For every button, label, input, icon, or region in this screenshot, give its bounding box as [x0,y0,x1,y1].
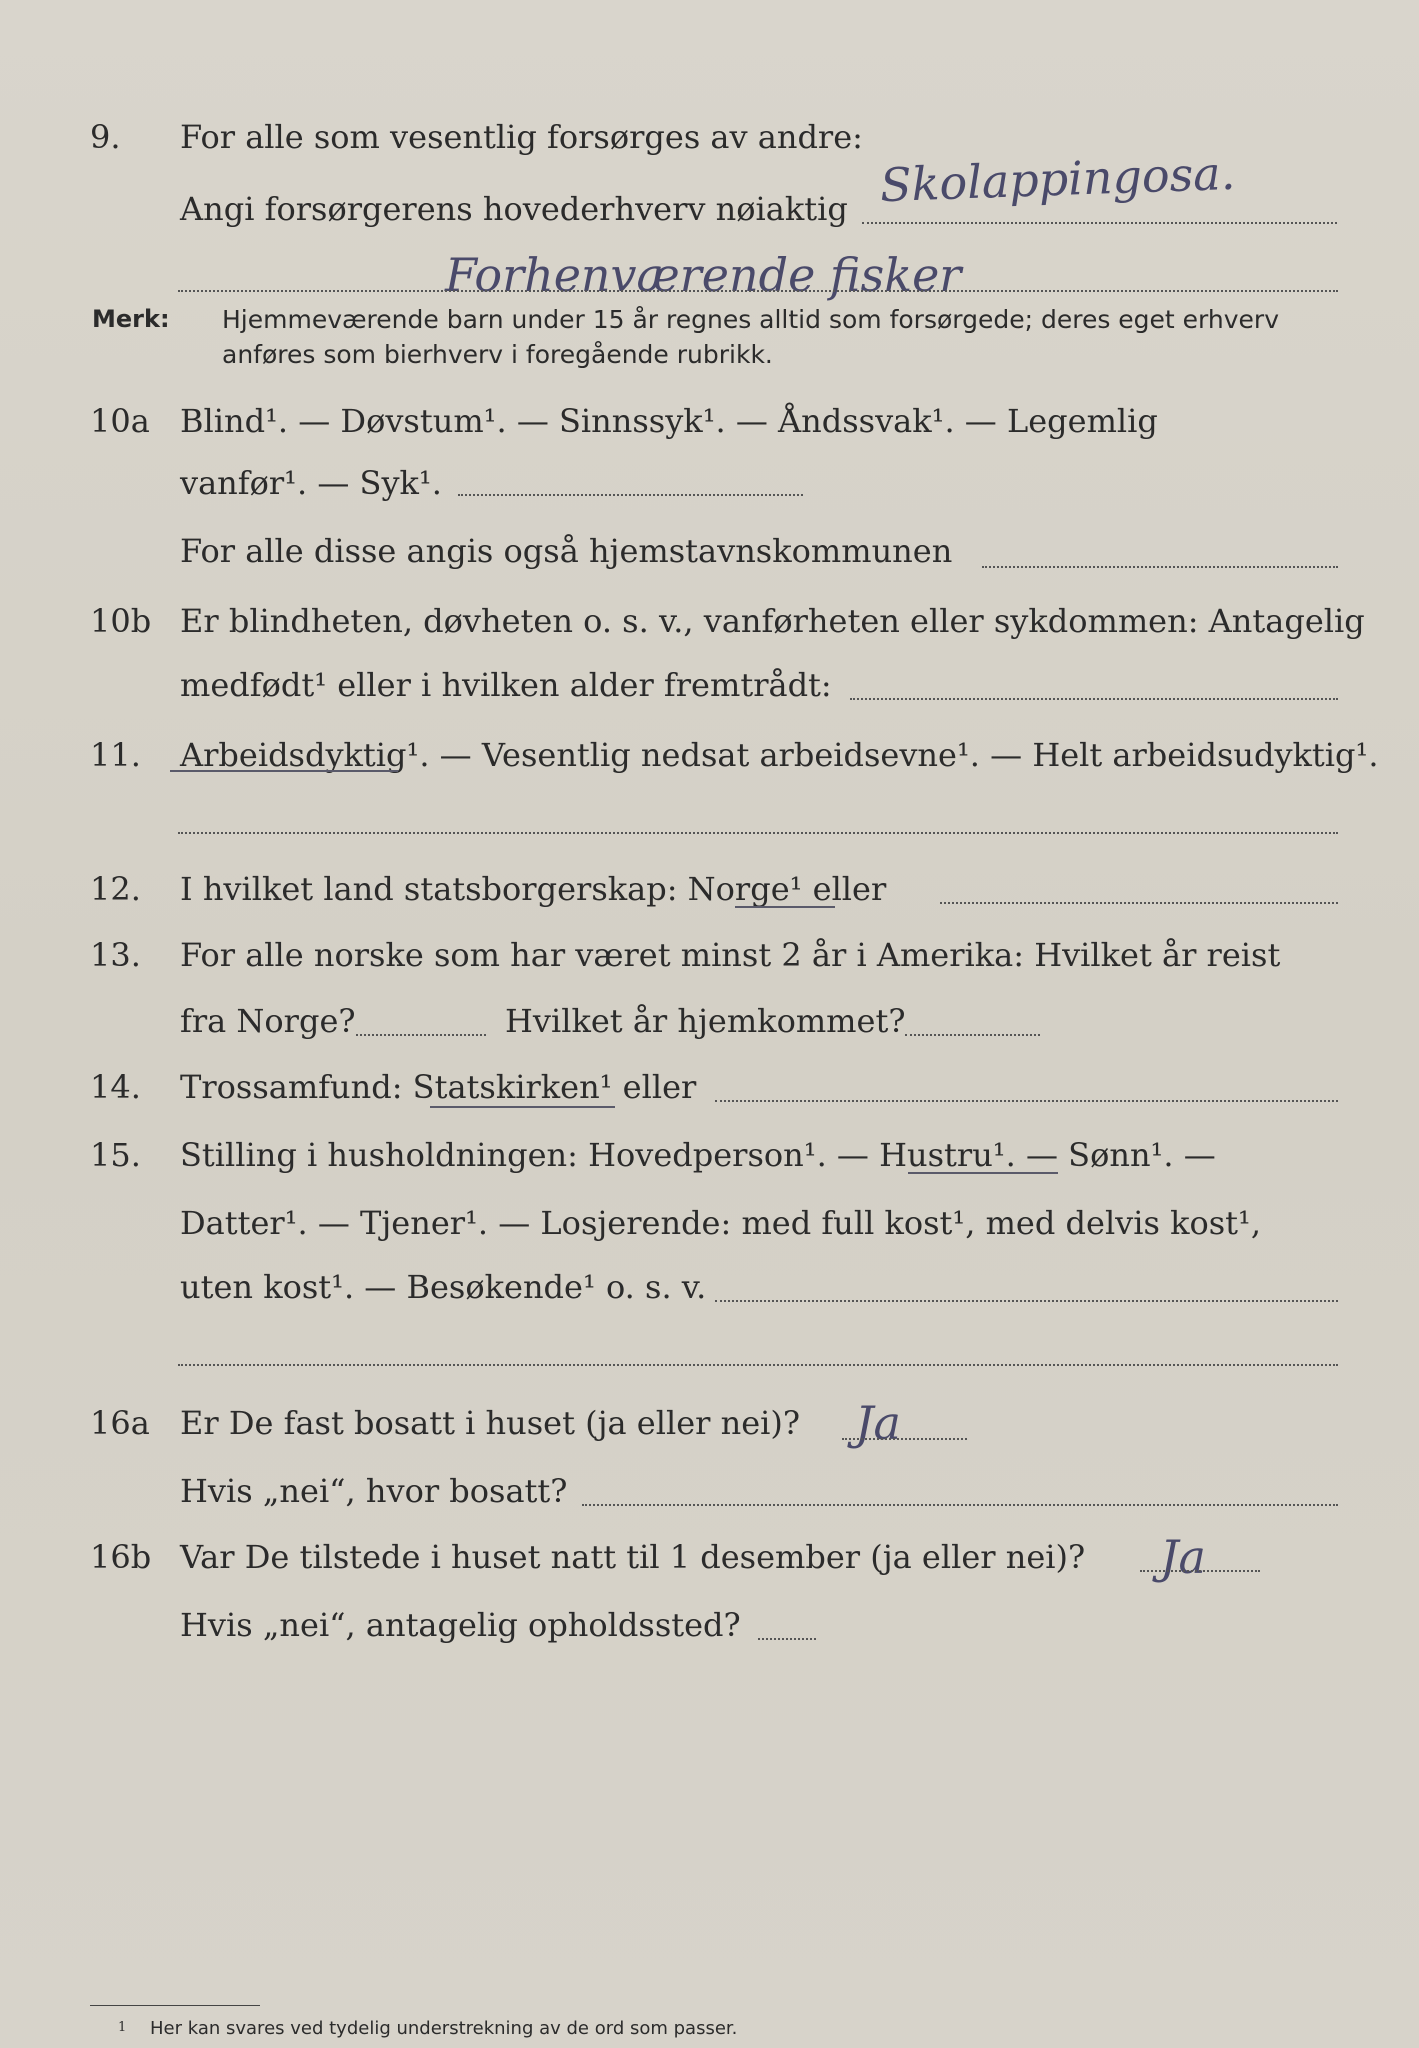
q10a-line1: Blind¹. — Døvstum¹. — Sinnssyk¹. — Åndssvak¹. — Legemlig [180,402,1158,440]
q14-line1: Trossamfund: Statskirken¹ eller [180,1068,697,1106]
q13-line2b: Hvilket år hjemkommet? [505,1002,906,1040]
q16a-line1: Er De fast bosatt i huset (ja eller nei)? [180,1404,801,1442]
q16a-number: 16a [90,1404,150,1442]
q9-handwritten-answer1: Skolappingosa. [879,145,1237,213]
q10a-hjemstavn-line [982,566,1338,568]
q11-underline-arbeidsdyktig [170,770,398,772]
footnote-text: Her kan svares ved tydelig understrekning av de ord som passer. [150,2018,738,2039]
q10a-line2: vanfør¹. — Syk¹. [180,464,442,502]
q13-reist-line [356,1034,486,1036]
q14-underline-statskirken [430,1106,615,1108]
merk-line2: anføres som bierhverv i foregående rubrikk. [222,340,773,369]
footnote-rule [90,2005,260,2006]
q16b-number: 16b [90,1538,152,1576]
q16a-line2: Hvis „nei“, hvor bosatt? [180,1472,568,1510]
q10b-line1: Er blindheten, døvheten o. s. v., vanførheten eller sykdommen: Antagelig [180,602,1365,640]
merk-label: Merk: [92,305,170,333]
q9-line2: Angi forsørgerens hovederhverv nøiaktig [180,190,848,228]
merk-line1: Hjemmeværende barn under 15 år regnes alltid som forsørgede; deres eget erhverv [222,305,1279,334]
q13-line1: For alle norske som har været minst 2 år i Amerika: Hvilket år reist [180,936,1281,974]
q15-underline-hustru [908,1172,1058,1174]
footnote-number: 1 [118,2020,127,2035]
q10b-line2: medfødt¹ eller i hvilken alder fremtrådt: [180,666,832,704]
q12-answer-line [940,902,1338,904]
q12-underline-norge [735,906,835,908]
q10a-number: 10a [90,402,150,440]
q16b-line2: Hvis „nei“, antagelig opholdssted? [180,1606,741,1644]
q15-answer-line1 [715,1300,1338,1302]
q11-line1: Arbeidsdyktig¹. — Vesentlig nedsat arbeidsevne¹. — Helt arbeidsudyktig¹. [180,736,1379,774]
q13-number: 13. [90,936,141,974]
q10a-line3: For alle disse angis også hjemstavnskommunen [180,532,953,570]
q15-answer-line2 [178,1364,1338,1366]
q16b-opholdssted-line [758,1638,816,1640]
q12-number: 12. [90,870,141,908]
q9-line1: For alle som vesentlig forsørges av andre: [180,118,863,156]
q12-line1: I hvilket land statsborgerskap: Norge¹ eller [180,870,887,908]
q14-number: 14. [90,1068,141,1106]
q16b-handwritten-answer: Ja [1160,1530,1206,1584]
q13-hjemkommet-line [905,1034,1040,1036]
q9-number: 9. [90,118,121,156]
q13-line2a: fra Norge? [180,1002,356,1040]
q15-line2: Datter¹. — Tjener¹. — Losjerende: med full kost¹, med delvis kost¹, [180,1204,1262,1242]
q16a-bosatt-line [582,1504,1338,1506]
q10a-syk-line [458,494,803,496]
q16a-handwritten-answer: Ja [855,1396,901,1450]
q16a-answer-line [842,1438,967,1440]
q10b-answer-line [850,698,1338,700]
q9-answer-line2 [178,290,1338,292]
q15-line3: uten kost¹. — Besøkende¹ o. s. v. [180,1268,707,1306]
q11-number: 11. [90,736,141,774]
q9-answer-line1 [862,222,1337,224]
q11-answer-line [178,832,1338,834]
q15-number: 15. [90,1136,141,1174]
q15-line1: Stilling i husholdningen: Hovedperson¹. — Hustru¹. — Sønn¹. — [180,1136,1216,1174]
q10b-number: 10b [90,602,152,640]
q9-handwritten-answer2: Forhenværende fisker [445,248,962,302]
q14-answer-line [715,1100,1338,1102]
q16b-answer-line [1140,1570,1260,1572]
q16b-line1: Var De tilstede i huset natt til 1 desember (ja eller nei)? [180,1538,1086,1576]
